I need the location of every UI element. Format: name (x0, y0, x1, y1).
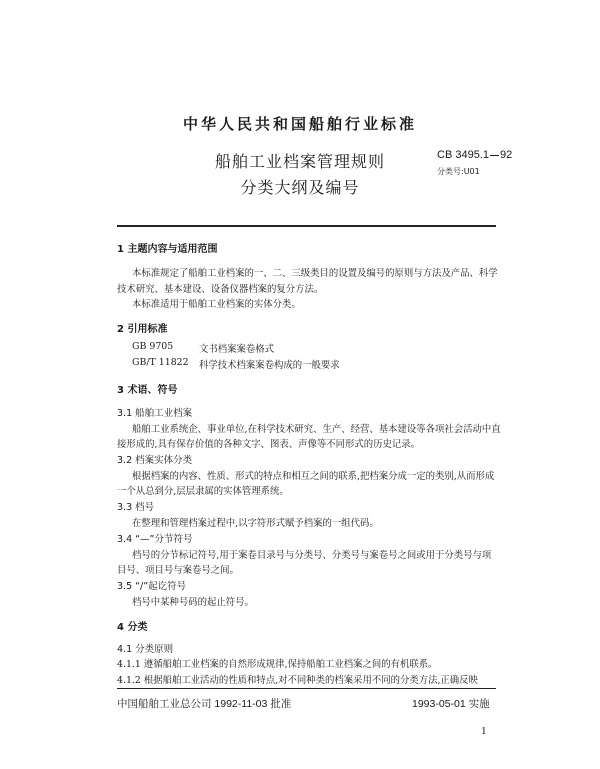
section-1-para-1a: 本标准规定了船舶工业档案的一、二、三级类目的设置及编号的原则与方法及产品、科学 (132, 268, 498, 279)
term-3-2-heading: 3.2 档案实体分类 (117, 455, 193, 466)
top-rule (117, 225, 496, 227)
standard-header: 中华人民共和国船舶行业标准 (182, 115, 417, 133)
reference-2-code: GB/T 11822 (132, 357, 189, 368)
reference-1-title: 文书档案案卷格式 (199, 344, 275, 355)
classification-number: 分类号:U01 (437, 167, 480, 176)
term-3-1-line-b: 接形成的,具有保存价值的各种文字、图表、声像等不同形式的历史记录。 (117, 439, 420, 450)
term-3-2-line-a: 根据档案的内容、性质、形式的特点和相互之间的联系,把档案分成一定的类别,从而形成 (132, 471, 495, 482)
term-3-5-heading: 3.5 “/”起讫符号 (117, 581, 187, 592)
reference-1-code: GB 9705 (132, 341, 174, 352)
term-3-3-heading: 3.3 档号 (117, 502, 155, 513)
bottom-rule (117, 688, 496, 689)
implementation-date: 1993-05-01 实施 (412, 698, 490, 710)
term-3-3-line-a: 在整理和管理档案过程中,以字符形式赋予档案的一组代码。 (132, 518, 379, 529)
section-2-heading: 2 引用标准 (117, 324, 168, 335)
page-number: 1 (481, 725, 487, 737)
document-title: 船舶工业档案管理规则 (214, 152, 385, 171)
section-1-heading: 1 主题内容与适用范围 (117, 244, 218, 255)
term-3-5-line-a: 档号中某种号码的起止符号。 (132, 597, 254, 608)
section-4-heading: 4 分类 (117, 622, 148, 633)
clause-4-1-2: 4.1.2 根据船舶工业活动的性质和特点,对不同种类的档案采用不同的分类方法,正确反映 (117, 675, 478, 686)
section-1-para-1b: 技术研究、基本建设、设备仪器档案的复分方法。 (117, 284, 324, 295)
approval-line: 中国船舶工业总公司 1992-11-03 批准 (117, 698, 292, 710)
section-3-heading: 3 术语、符号 (117, 385, 178, 396)
section-1-para-2: 本标准适用于船舶工业档案的实体分类。 (132, 299, 301, 310)
term-3-1-line-a: 船舶工业系统企、事业单位,在科学技术研究、生产、经营、基本建设等各项社会活动中直 (132, 424, 501, 435)
term-3-2-line-b: 一个从总到分,层层隶属的实体管理系统。 (117, 486, 289, 497)
term-3-4-line-b: 目号、项目号与案卷号之间。 (117, 565, 239, 576)
clause-4-1-1: 4.1.1 遵循船舶工业档案的自然形成规律,保持船舶工业档案之间的有机联系。 (117, 659, 438, 670)
term-3-1-heading: 3.1 船舶工业档案 (117, 408, 193, 419)
term-3-4-line-a: 档号的分节标记符号,用于案卷目录号与分类号、分类号与案卷号之间或用于分类号与项 (132, 550, 492, 561)
clause-4-1-heading: 4.1 分类原则 (117, 644, 174, 655)
standard-number-prefix: CB 3495.1 (437, 149, 489, 161)
reference-2-title: 科学技术档案案卷构成的一般要求 (199, 360, 340, 371)
standard-number-suffix: 92 (499, 149, 513, 161)
term-3-4-heading: 3.4 “—”分节符号 (117, 534, 193, 545)
document-subtitle: 分类大纲及编号 (240, 178, 360, 197)
